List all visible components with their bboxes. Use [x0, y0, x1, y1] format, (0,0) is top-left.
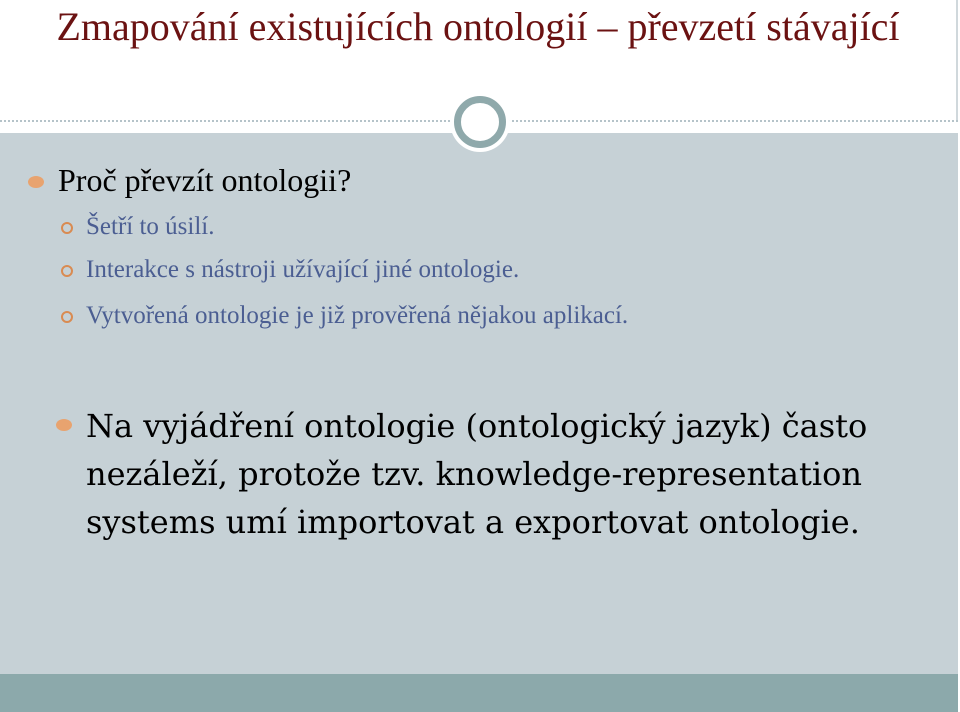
ring-icon [454, 96, 506, 148]
subbullet-icon [61, 311, 73, 323]
subbullet-icon [61, 265, 73, 277]
slide-title: Zmapování existujících ontologií – převzetí stávající [56, 4, 900, 49]
subitem-1: Šetří to úsilí. [86, 213, 215, 240]
subitem-2: Interakce s nástroji užívající jiné ontologie. [86, 256, 520, 283]
bullet-icon [56, 419, 72, 431]
footer-band [0, 674, 958, 712]
subitem-3: Vytvořená ontologie je již prověřená nějakou aplikací. [86, 302, 629, 329]
bullet-icon [28, 176, 44, 188]
bullet-2-text: Na vyjádření ontologie (ontologický jazyk) často nezáleží, protože tzv. knowledge-representation systems umí importovat a exportovat ontologie. [86, 407, 868, 541]
subbullet-icon [61, 222, 73, 234]
bullet-1-text: Proč převzít ontologii? [58, 162, 352, 198]
